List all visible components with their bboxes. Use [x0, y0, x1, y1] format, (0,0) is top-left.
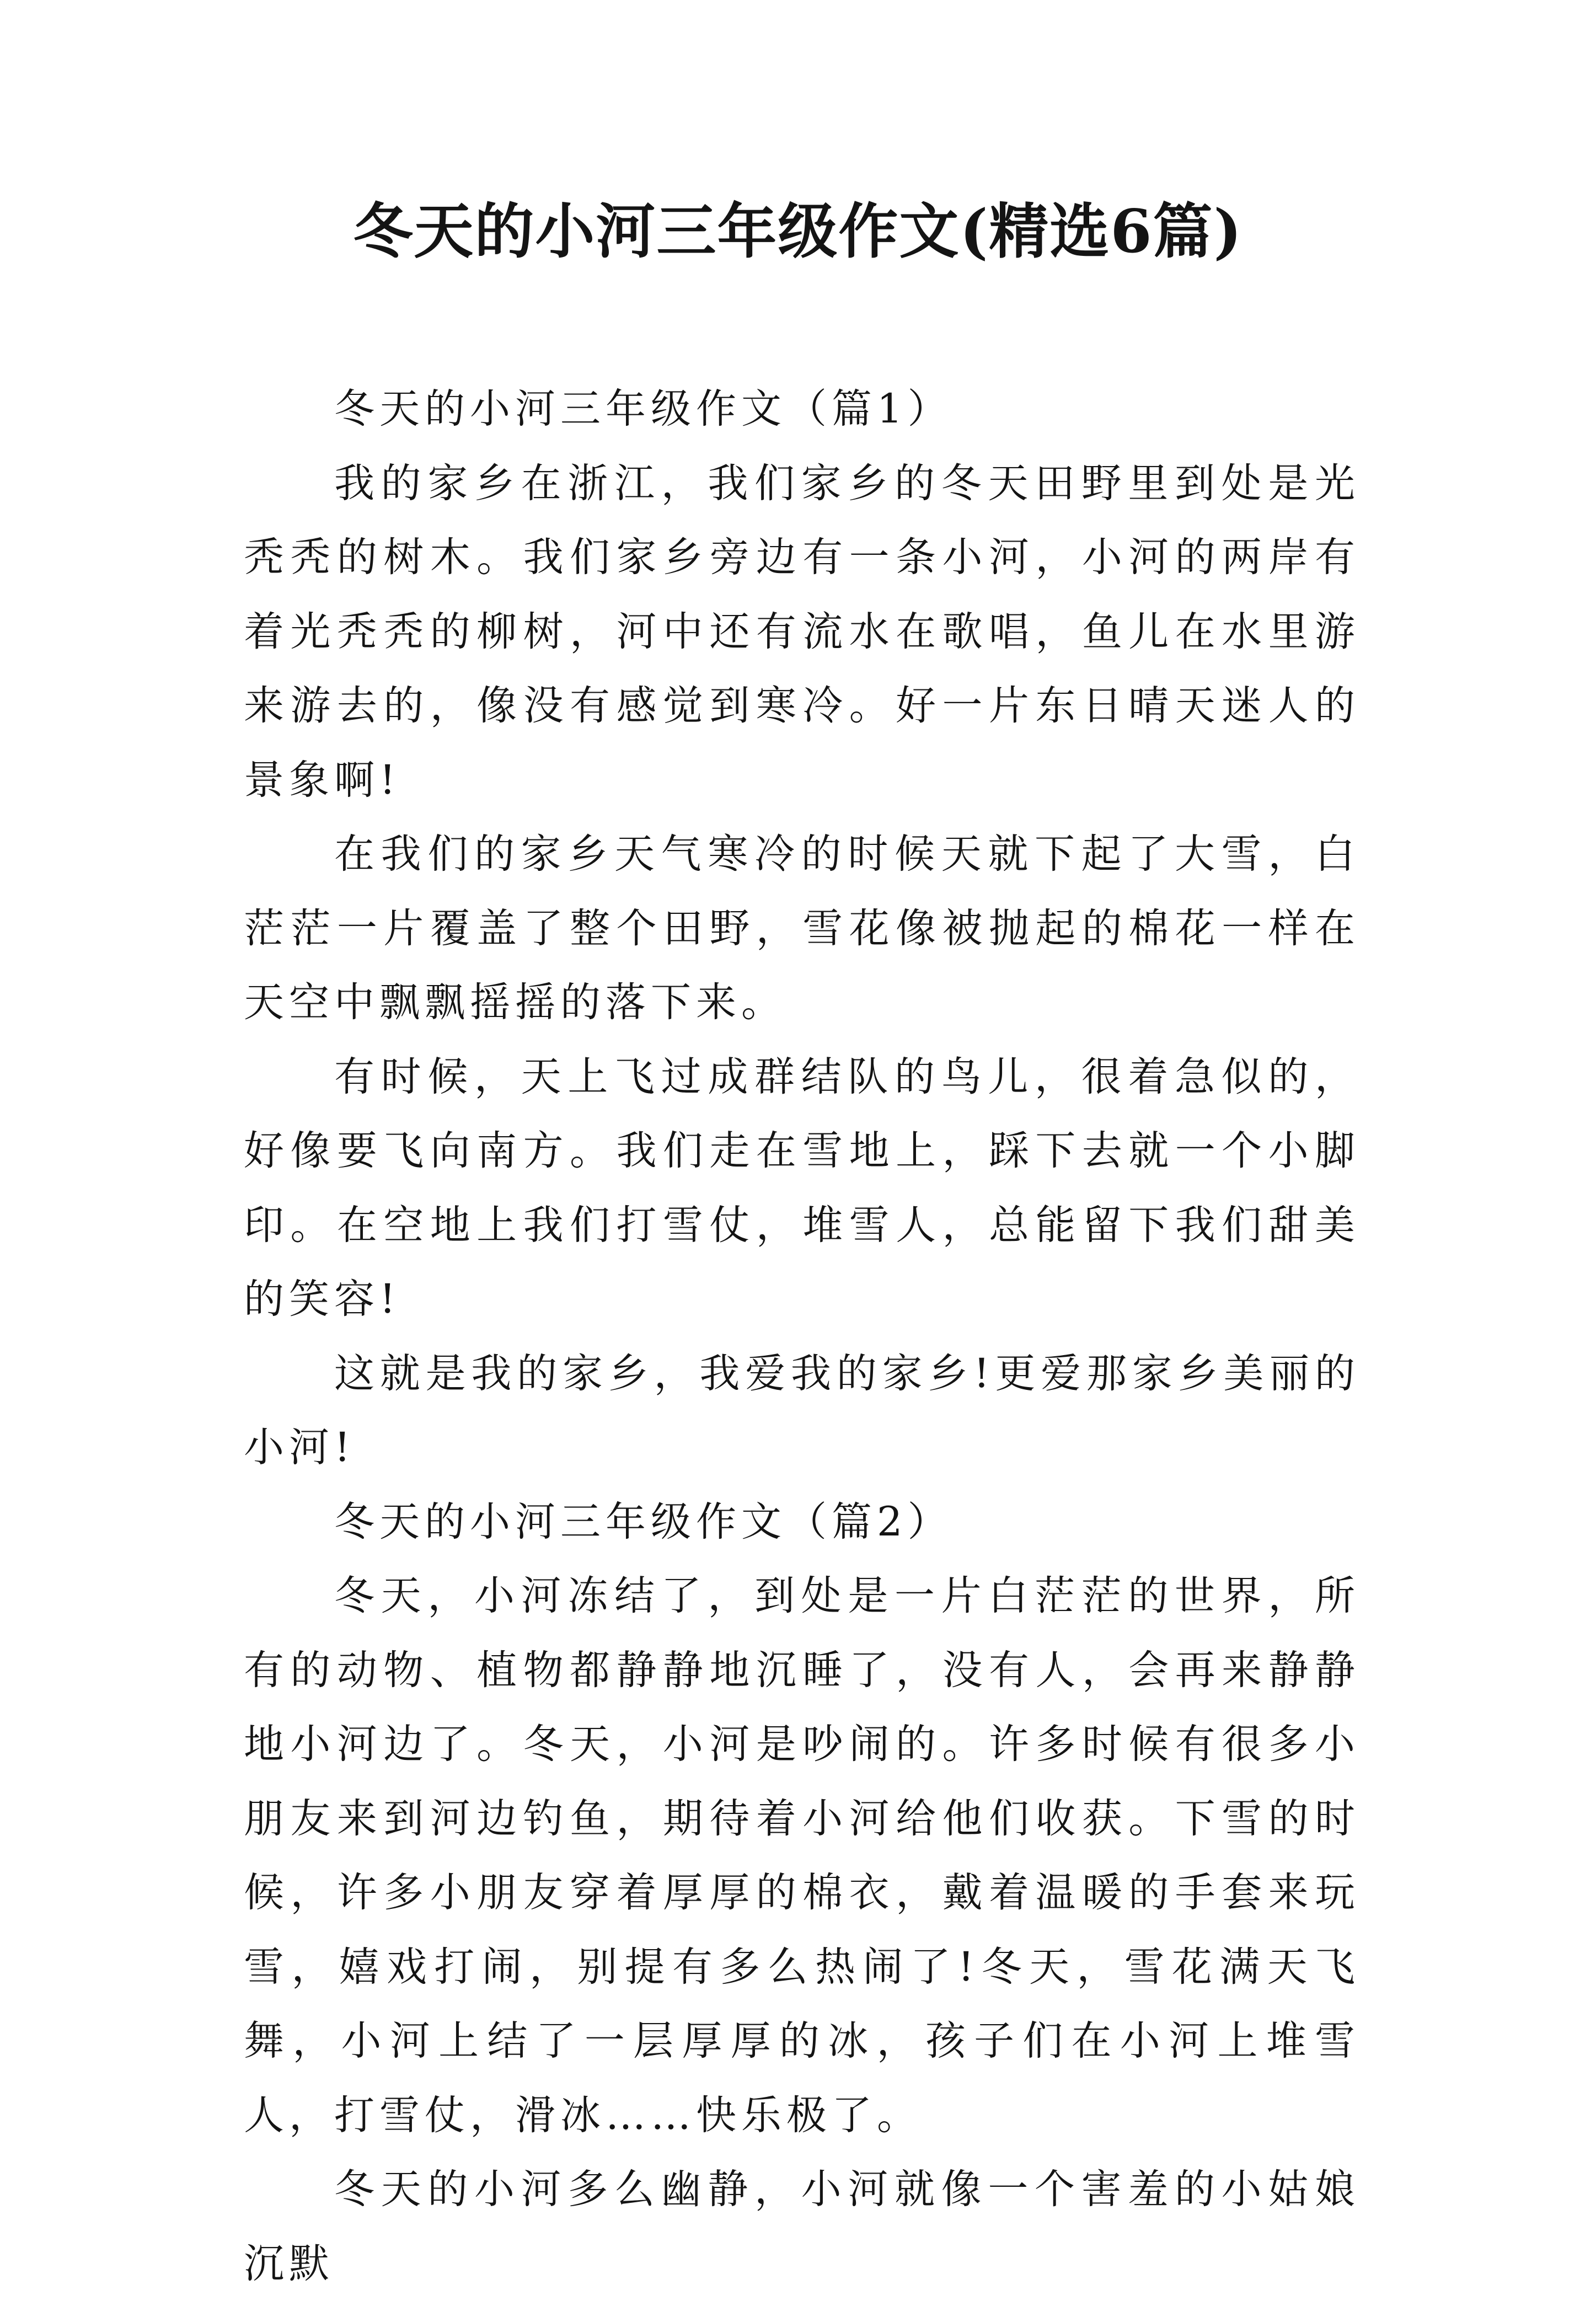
section-2-paragraph-2: 冬天的小河多么幽静，小河就像一个害羞的小姑娘沉默 — [244, 2166, 1360, 2287]
section-1-paragraph-1: 我的家乡在浙江，我们家乡的冬天田野里到处是光秃秃的树木。我们家乡旁边有一条小河，小河的两岸有着光秃秃的柳树，河中还有流水在歌唱，鱼儿在水里游来游去的，像没有感觉到寒冷。好一片东日晴天迷人的景象啊! — [244, 459, 1360, 804]
document-title: 冬天的小河三年级作文(精选6篇) — [353, 197, 1243, 266]
section-1-heading: 冬天的小河三年级作文（篇1） — [334, 386, 953, 432]
section-2-heading: 冬天的小河三年级作文（篇2） — [334, 1498, 953, 1545]
section-2-paragraph-1: 冬天，小河冻结了，到处是一片白茫茫的世界，所有的动物、植物都静静地沉睡了，没有人，会再来静静地小河边了。冬天，小河是吵闹的。许多时候有很多小朋友来到河边钓鱼，期待着小河给他们收获。下雪的时候，许多小朋友穿着厚厚的棉衣，戴着温暖的手套来玩雪，嬉戏打闹，别提有多么热闹了!冬天，雪花满天飞舞，小河上结了一层厚厚的冰，孩子们在小河上堆雪人，打雪仗，滑冰……快乐极了。 — [244, 1572, 1360, 2139]
section-1-paragraph-3: 有时候，天上飞过成群结队的鸟儿，很着急似的，好像要飞向南方。我们走在雪地上，踩下去就一个小脚印。在空地上我们打雪仗，堆雪人，总能留下我们甜美的笑容! — [244, 1053, 1360, 1323]
document-body — [244, 372, 1360, 2301]
section-1-paragraph-2: 在我们的家乡天气寒冷的时候天就下起了大雪，白茫茫一片覆盖了整个田野，雪花像被抛起的棉花一样在天空中飘飘摇摇的落下来。 — [244, 831, 1360, 1026]
section-1-paragraph-4: 这就是我的家乡，我爱我的家乡!更爱那家乡美丽的小河! — [244, 1350, 1360, 1471]
